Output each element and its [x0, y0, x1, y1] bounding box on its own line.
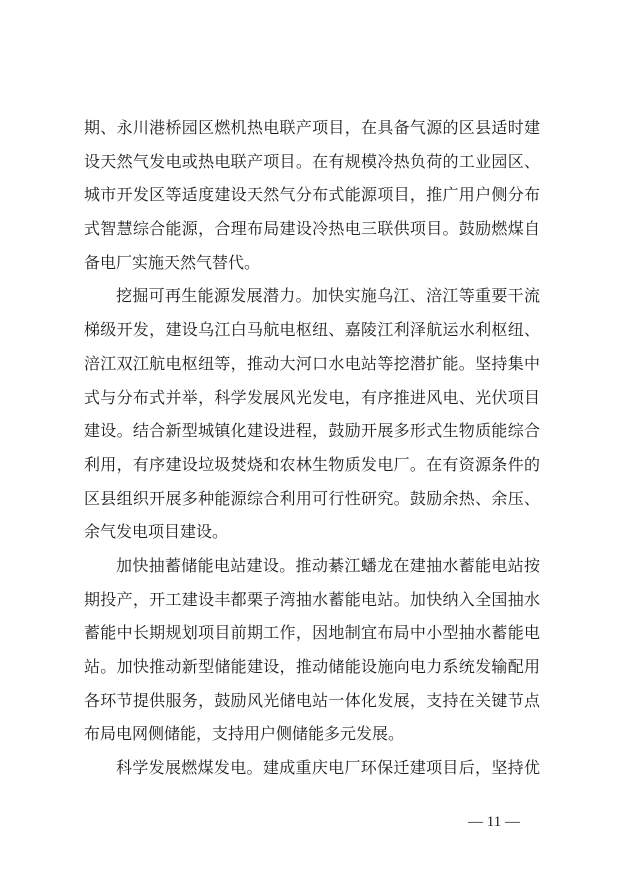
paragraph-1	[84, 111, 540, 279]
text-line: 式与分布式并举，科学发展风光发电，有序推进风电、光伏项目	[84, 387, 540, 407]
text-line: 城市开发区等适度建设天然气分布式能源项目，推广用户侧分布	[84, 185, 540, 205]
page-number: — 11 —	[468, 814, 520, 830]
text-line: 期、永川港桥园区燃机热电联产项目，在具备气源的区县适时建	[84, 118, 540, 137]
text-line: 挖掘可再生能源发展潜力。加快实施乌江、涪江等重要干流	[116, 286, 540, 306]
text-line: 加快抽蓄储能电站建设。推动綦江蟠龙在建抽水蓄能电站按	[116, 555, 540, 575]
paragraph-4	[84, 751, 540, 785]
text-line: 余气发电项目建设。	[84, 522, 229, 542]
text-line: 蓄能中长期规划项目前期工作，因地制宜布局中小型抽水蓄能电	[84, 623, 540, 643]
document-body	[84, 111, 540, 785]
text-line: 备电厂实施天然气替代。	[84, 252, 261, 272]
text-line: 区县组织开展多种能源综合利用可行性研究。鼓励余热、余压、	[84, 488, 540, 508]
paragraph-2	[84, 279, 540, 549]
text-line: 布局电网侧储能，支持用户侧储能多元发展。	[84, 724, 405, 744]
paragraph-3	[84, 549, 540, 751]
text-line: 利用，有序建设垃圾焚烧和农林生物质发电厂。在有资源条件的	[84, 454, 540, 474]
text-line: 式智慧综合能源，合理布局建设冷热电三联供项目。鼓励燃煤自	[84, 219, 540, 239]
text-line: 建设。结合新型城镇化建设进程，鼓励开展多形式生物质能综合	[84, 421, 540, 441]
text-line: 设天然气发电或热电联产项目。在有规模冷热负荷的工业园区、	[84, 151, 540, 171]
text-line: 涪江双江航电枢纽等，推动大河口水电站等挖潜扩能。坚持集中	[84, 353, 540, 373]
text-line: 各环节提供服务，鼓励风光储电站一体化发展，支持在关键节点	[84, 690, 540, 710]
text-line: 期投产，开工建设丰都栗子湾抽水蓄能电站。加快纳入全国抽水	[84, 589, 540, 609]
text-line: 站。加快推动新型储能建设，推动储能设施向电力系统发输配用	[84, 657, 540, 676]
text-line: 梯级开发，建设乌江白马航电枢纽、嘉陵江利泽航运水利枢纽、	[84, 320, 540, 340]
text-line: 科学发展燃煤发电。建成重庆电厂环保迁建项目后，坚持优	[116, 758, 540, 778]
